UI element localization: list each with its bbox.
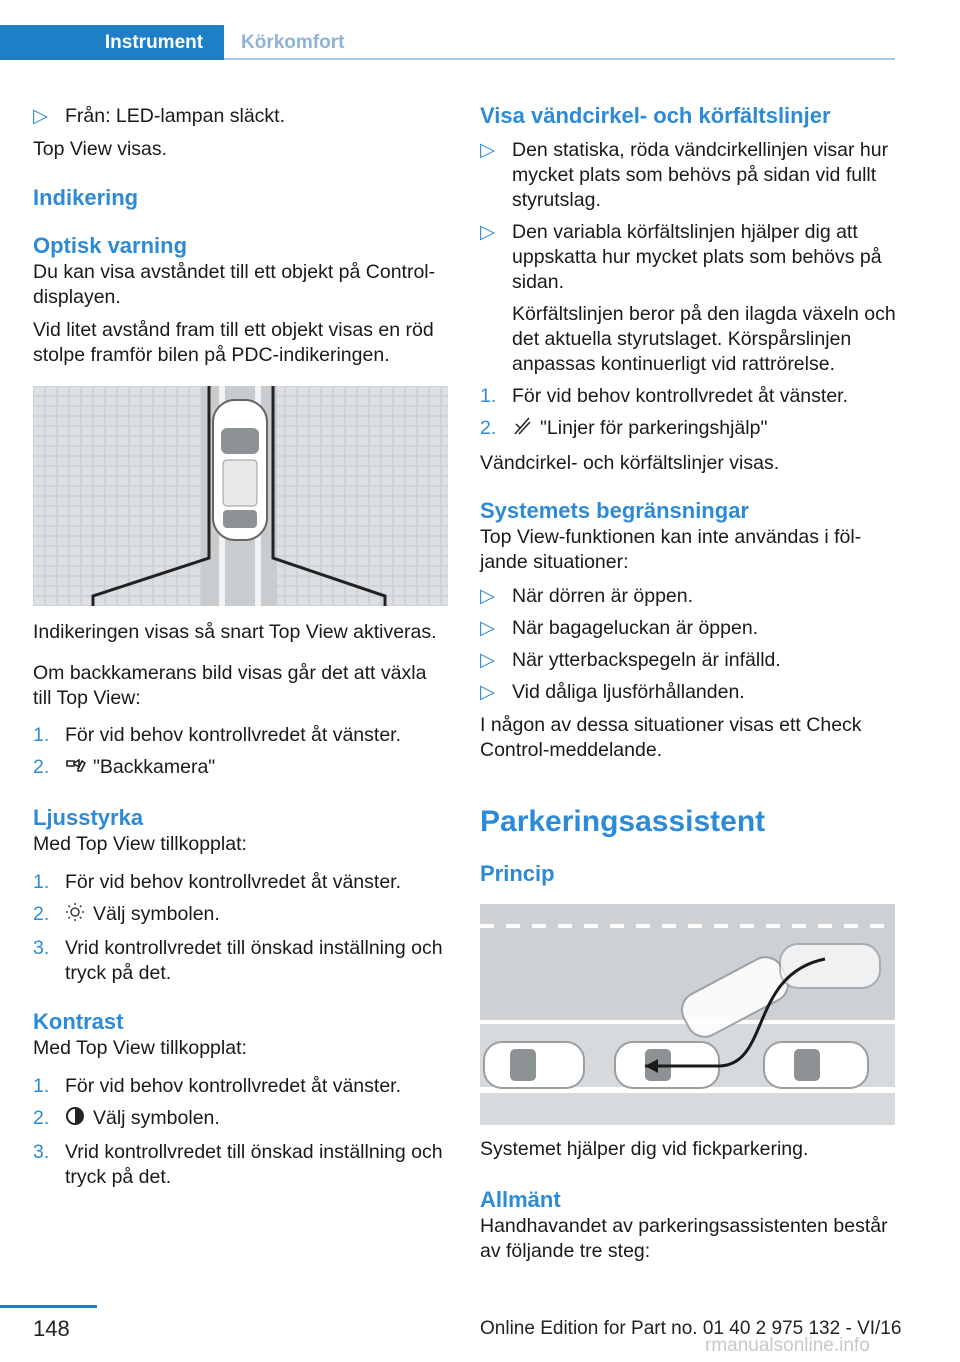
step-text: Vrid kontrollvredet till önskad inställning och tryck på det. [65, 1141, 443, 1188]
bullet-text: Den variabla körfältslinjen hjälper dig att uppskatta hur mycket plats som behövs på sidan. [512, 221, 882, 293]
bullet-text: Från: LED-lampan släckt. [65, 105, 285, 127]
step-text: Välj symbolen. [93, 903, 220, 925]
left-column [33, 100, 448, 1190]
bullet-icon: ▷ [480, 649, 495, 671]
list-item [33, 723, 448, 748]
bullet-icon: ▷ [480, 617, 495, 639]
contrast-icon [65, 1106, 93, 1133]
tab-instrument[interactable]: Instrument [0, 25, 224, 60]
step-text: För vid behov kontrollvredet åt vänster. [512, 385, 849, 407]
heading-indikering: Indikering [33, 185, 139, 210]
step-number: 1. [33, 871, 50, 893]
bullet-icon: ▷ [480, 681, 495, 703]
list-item [33, 936, 448, 986]
step-text: "Linjer för parkeringshjälp" [540, 417, 768, 439]
list-item [480, 220, 896, 295]
paragraph: I någon av dessa situationer visas ett Check Control-meddelande. [480, 714, 862, 761]
heading-ljusstyrka: Ljusstyrka [33, 805, 144, 830]
step-number: 2. [33, 756, 50, 778]
top-view-illustration [33, 386, 448, 606]
list-item-continuation [480, 302, 896, 377]
steps-kontrast [33, 1074, 448, 1190]
chapter-tabs [0, 0, 895, 60]
bullet-text: När dörren är öppen. [512, 585, 694, 607]
page-number: 148 [33, 1316, 70, 1341]
paragraph: Körfältslinjen beror på den ilagda växeln och det aktuella styrutslaget. Körspårslinjen anpassas kontinuerligt vid rattrörelse. [512, 303, 896, 375]
step-number: 3. [33, 1141, 50, 1163]
right-column [480, 100, 896, 1264]
step-number: 1. [33, 724, 50, 746]
paragraph: Vändcirkel- och körfältslinjer visas. [480, 452, 780, 474]
list-item [33, 104, 448, 129]
heading-systemets-begransningar: Systemets begränsningar [480, 498, 749, 523]
figure-caption: Indikeringen visas så snart Top View aktiveras. [33, 621, 437, 643]
step-text: För vid behov kontrollvredet åt vänster. [65, 724, 402, 746]
parking-lines-icon [512, 416, 540, 443]
step-number: 3. [33, 937, 50, 959]
list-item [480, 648, 896, 673]
tab-korkomfort[interactable]: Körkomfort [241, 31, 345, 53]
list-item [33, 1074, 448, 1099]
step-text: Välj symbolen. [93, 1107, 220, 1129]
bullet-text: Vid dåliga ljusförhållanden. [512, 681, 745, 703]
watermark: rmanualsonline.info [705, 1335, 870, 1356]
paragraph: Med Top View tillkopplat: [33, 1037, 247, 1059]
heading-princip: Princip [480, 861, 555, 886]
step-text: För vid behov kontrollvredet åt vänster. [65, 1075, 402, 1097]
list-item [480, 384, 896, 409]
step-text: "Backkamera" [93, 756, 216, 778]
bullet-text: När bagageluckan är öppen. [512, 617, 759, 639]
step-number: 1. [480, 385, 497, 407]
parking-figure [480, 904, 895, 1125]
parking-illustration [480, 904, 895, 1125]
step-number: 2. [33, 903, 50, 925]
bullet-text: När ytterbackspegeln är infälld. [512, 649, 781, 671]
paragraph: Vid litet avstånd fram till ett objekt visas en röd stolpe framför bilen på PDC-indikeringen. [33, 319, 434, 366]
heading-allmant: Allmänt [480, 1187, 561, 1212]
sun-icon [65, 902, 93, 929]
heading-parkeringsassistent: Parkeringsassistent [480, 805, 766, 838]
step-number: 1. [33, 1075, 50, 1097]
list-item [33, 902, 448, 929]
step-text: För vid behov kontrollvredet åt vänster. [65, 871, 402, 893]
list-item [480, 616, 896, 641]
footer-rule [0, 1305, 97, 1308]
step-number: 2. [33, 1107, 50, 1129]
steps-backkamera [33, 723, 448, 784]
heading-visa-linjer: Visa vändcirkel- och körfältslinjer [480, 103, 831, 128]
paragraph: Med Top View tillkopplat: [33, 833, 247, 855]
step-text: Vrid kontrollvredet till önskad inställning och tryck på det. [65, 937, 443, 984]
paragraph: Du kan visa avståndet till ett objekt på Control-displayen. [33, 261, 436, 308]
bullet-icon: ▷ [480, 139, 495, 161]
bullet-text: Den statiska, röda vändcirkellinjen visar hur mycket plats som behövs på sidan vid fullt styrutslag. [512, 139, 889, 211]
heading-kontrast: Kontrast [33, 1009, 124, 1034]
paragraph: Top View-funktionen kan inte användas i följande situationer: [480, 526, 862, 573]
list-item [480, 680, 896, 705]
paragraph: Handhavandet av parkeringsassistenten består av följande tre steg: [480, 1215, 888, 1262]
steps-ljusstyrka [33, 870, 448, 986]
list-item [480, 584, 896, 609]
bullet-icon: ▷ [33, 105, 48, 127]
list-item [480, 138, 896, 213]
tab-divider [224, 58, 895, 60]
bullet-icon: ▷ [480, 585, 495, 607]
list-item [33, 1106, 448, 1133]
camera-icon [65, 755, 93, 784]
list-item [33, 755, 448, 784]
steps-visa [480, 384, 896, 443]
list-item [480, 416, 896, 443]
bullet-icon: ▷ [480, 221, 495, 243]
heading-optisk-varning: Optisk varning [33, 233, 188, 258]
figure-caption: Systemet hjälper dig vid fickparkering. [480, 1138, 809, 1160]
top-view-figure [33, 386, 448, 606]
list-item [33, 1140, 448, 1190]
list-item [33, 870, 448, 895]
paragraph: Om backkamerans bild visas går det att växla till Top View: [33, 662, 427, 709]
step-number: 2. [480, 417, 497, 439]
limitations-list [480, 584, 896, 705]
edition-note: Online Edition for Part no. 01 40 2 975 132 - VI/16 [480, 1318, 902, 1339]
paragraph: Top View visas. [33, 138, 168, 160]
